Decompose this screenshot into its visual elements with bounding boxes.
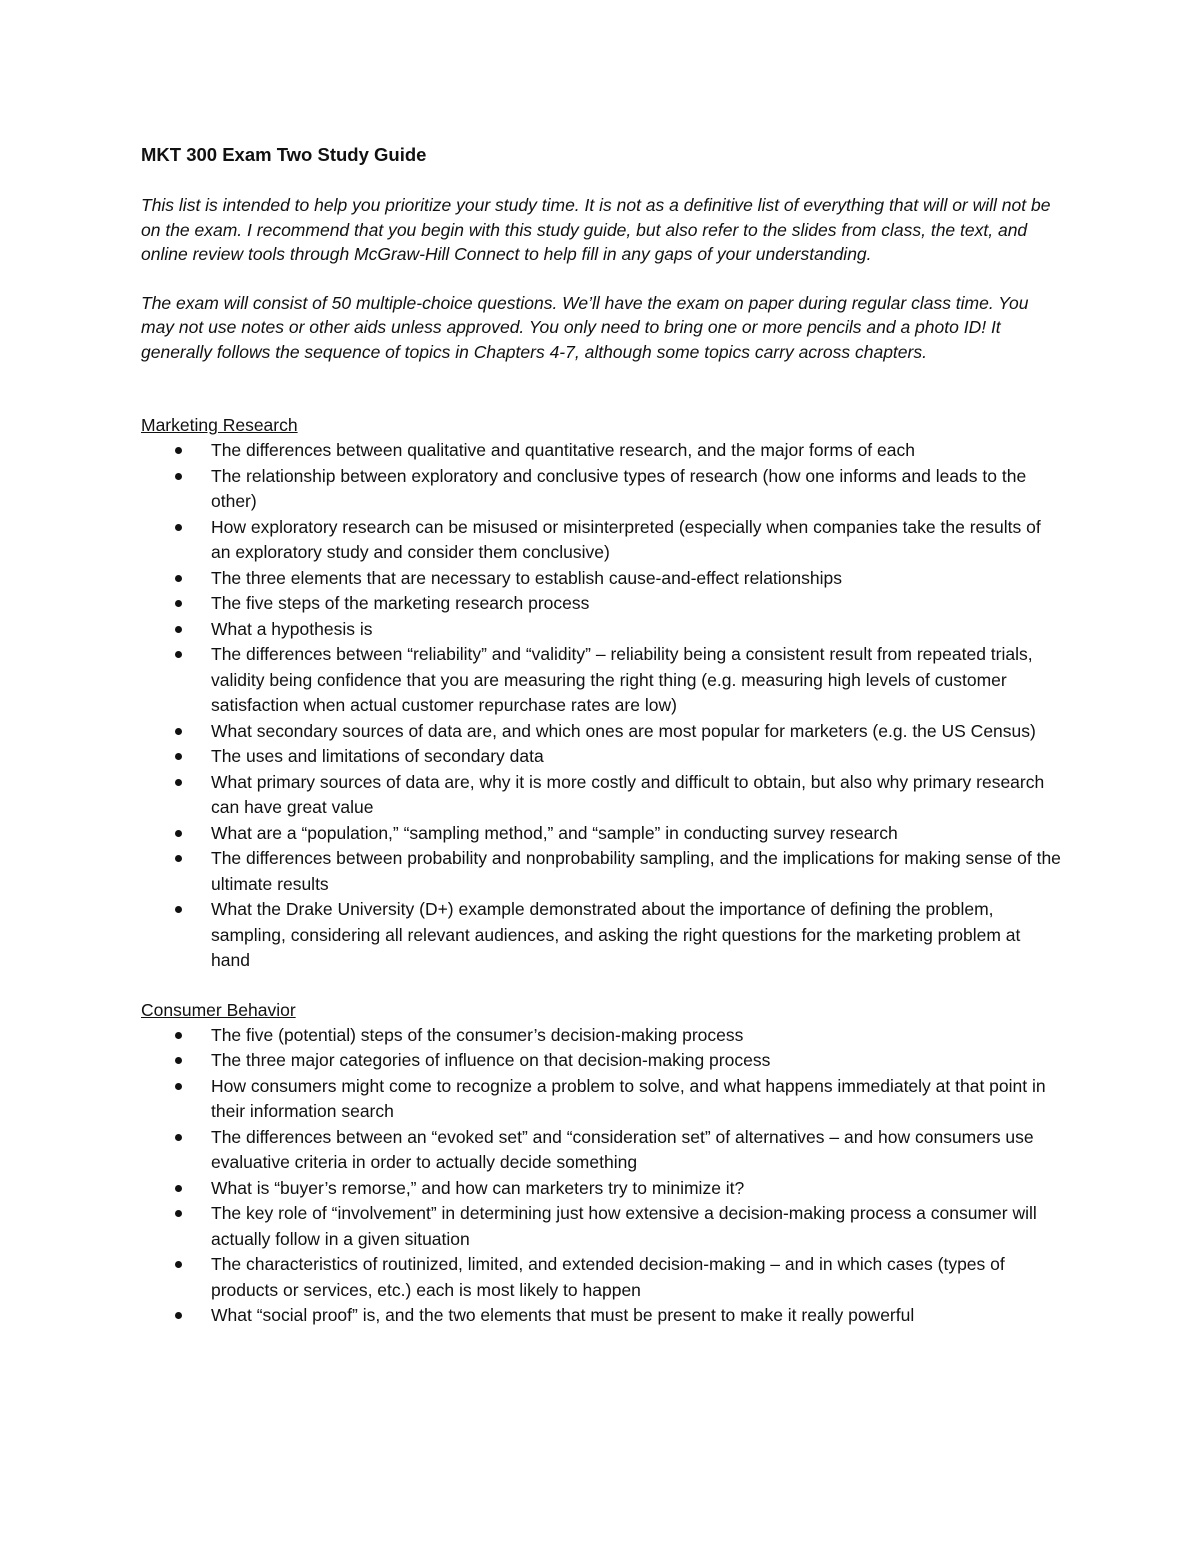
bullet-icon (175, 1312, 182, 1319)
list-item-text: The uses and limitations of secondary data (211, 746, 544, 766)
list-item (141, 438, 1061, 464)
list-item-text: What are a “population,” “sampling method,” and “sample” in conducting survey research (211, 822, 898, 843)
bullet-icon (175, 728, 182, 735)
list-item (141, 1048, 1061, 1074)
bullet-icon (175, 830, 182, 837)
bullet-icon (175, 779, 182, 786)
list-item (141, 846, 1061, 897)
bullet-icon (175, 626, 182, 633)
bullet-icon (175, 1185, 182, 1192)
list-item (141, 566, 1061, 592)
list-item (141, 642, 1061, 719)
bullet-icon (175, 447, 182, 454)
bullet-icon (175, 1134, 182, 1141)
bullet-icon (175, 1057, 182, 1064)
bullet-icon (175, 855, 182, 862)
section-consumer-behavior (141, 998, 1061, 1329)
list-item (141, 1252, 1061, 1303)
list-item-text: The differences between qualitative and quantitative research, and the major forms of each (211, 440, 915, 460)
bullet-icon (175, 753, 182, 760)
bullet-icon (175, 1083, 182, 1090)
list-item (141, 1023, 1061, 1049)
list-item (141, 591, 1061, 617)
section-heading: Consumer Behavior (141, 999, 296, 1020)
bullet-icon (175, 524, 182, 531)
list-item-text: The characteristics of routinized, limited, and extended decision-making – and in which cases (types of products or services, etc.) each is most likely to happen (211, 1254, 1005, 1300)
list-item (141, 897, 1061, 974)
bullet-icon (175, 1210, 182, 1217)
list-item (141, 719, 1061, 745)
list-item-text: The differences between probability and nonprobability sampling, and the implications for making sense of the ultimate results (211, 848, 1061, 894)
list-item-text: The key role of “involvement” in determining just how extensive a decision-making process a consumer will actually follow in a given situation (211, 1203, 1037, 1249)
list-item (141, 1176, 1061, 1202)
list-item (141, 1201, 1061, 1252)
list-item (141, 464, 1061, 515)
section-marketing-research (141, 413, 1061, 974)
list-item (141, 1125, 1061, 1176)
bullet-list (141, 1023, 1061, 1329)
intro-paragraph-exam-format: The exam will consist of 50 multiple-choice questions. We’ll have the exam on paper during regular class time. You may not use notes or other aids unless approved. You only need to bring one or more pencils and a photo ID! It generally follows the sequence of topics in Chapters 4-7, although some topics carry across chapters. (141, 292, 1029, 362)
list-item-text: The differences between an “evoked set” and “consideration set” of alternatives – and how consumers use evaluative criteria in order to actually decide something (211, 1126, 1034, 1172)
list-item-text: The five (potential) steps of the consumer’s decision-making process (211, 1024, 744, 1045)
list-item (141, 617, 1061, 643)
list-item (141, 1074, 1061, 1125)
list-item-text: What is “buyer’s remorse,” and how can marketers try to minimize it? (211, 1177, 745, 1198)
bullet-icon (175, 651, 182, 658)
list-item-text: The five steps of the marketing research process (211, 593, 590, 613)
list-item-text: How exploratory research can be misused or misinterpreted (especially when companies take the results of an exploratory study and consider them conclusive) (211, 516, 1041, 562)
list-item (141, 515, 1061, 566)
bullet-icon (175, 600, 182, 607)
list-item-text: What “social proof” is, and the two elements that must be present to make it really powerful (211, 1305, 915, 1325)
list-item-text: What a hypothesis is (211, 618, 373, 639)
bullet-icon (175, 575, 182, 582)
list-item-text: The three major categories of influence on that decision-making process (211, 1050, 771, 1070)
document-body (141, 142, 1061, 1353)
document-title: MKT 300 Exam Two Study Guide (141, 144, 427, 165)
list-item (141, 1303, 1061, 1329)
bullet-list (141, 438, 1061, 974)
bullet-icon (175, 1032, 182, 1039)
section-heading: Marketing Research (141, 415, 298, 435)
list-item-text: How consumers might come to recognize a problem to solve, and what happens immediately at that point in their information search (211, 1075, 1046, 1121)
list-item (141, 744, 1061, 770)
list-item-text: What primary sources of data are, why it is more costly and difficult to obtain, but also why primary research can have great value (211, 771, 1045, 817)
bullet-icon (175, 1261, 182, 1268)
bullet-icon (175, 906, 182, 913)
list-item-text: The relationship between exploratory and conclusive types of research (how one informs and leads to the other) (211, 465, 1027, 511)
bullet-icon (175, 473, 182, 480)
list-item-text: The three elements that are necessary to establish cause-and-effect relationships (211, 567, 842, 588)
list-item-text: The differences between “reliability” and “validity” – reliability being a consistent result from repeated trials, validity being confidence that you are measuring the right thing (e.g. measuring high levels of customer satisfaction when actual customer repurchase rates are low) (211, 644, 1033, 715)
list-item (141, 821, 1061, 847)
list-item-text: What secondary sources of data are, and which ones are most popular for marketers (e.g. the US Census) (211, 720, 1036, 741)
list-item (141, 770, 1061, 821)
list-item-text: What the Drake University (D+) example demonstrated about the importance of defining the problem, sampling, considering all relevant audiences, and asking the right questions for the marketing problem at hand (211, 899, 1021, 970)
intro-paragraph-purpose: This list is intended to help you prioritize your study time. It is not as a definitive list of everything that will or will not be on the exam. I recommend that you begin with this study guide, but also refer to the slides from class, the text, and online review tools through McGraw-Hill Connect to help fill in any gaps of your understanding. (141, 195, 1051, 264)
